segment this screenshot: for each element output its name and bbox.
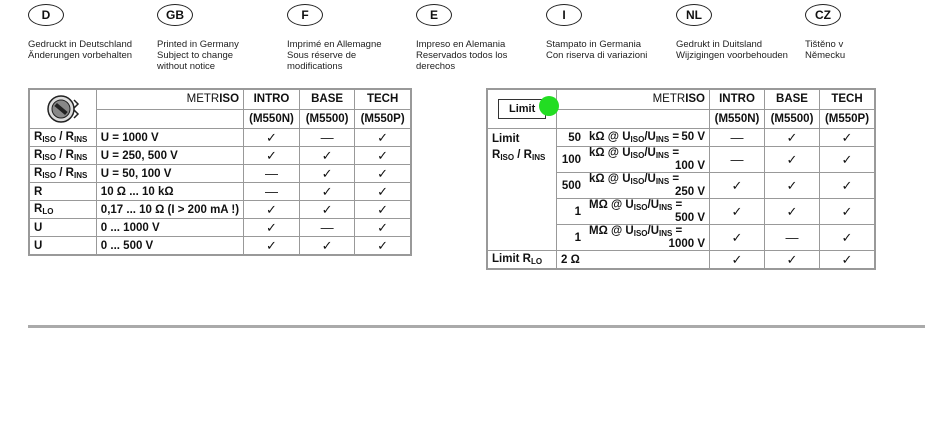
blank-cell [557,109,710,128]
intro-cell: ✓ [244,201,300,219]
base-cell: ✓ [765,129,820,147]
limit-indicator-label: Limit [509,103,536,115]
intro-cell: — [710,147,765,173]
range-cell: 0,17 ... 10 Ω (I > 200 mA !) [96,201,243,219]
intro-cell: — [244,165,300,183]
limit-spec: kΩ @ $U_{ISO}/U_{INS}$ = 250 V [585,173,710,199]
limit-rlo-value: 2 Ω [557,251,710,270]
tech-cell: ✓ [355,165,411,183]
table-row [29,219,411,237]
base-cell: ✓ [765,251,820,270]
lang-block-f [287,4,417,72]
lang-badge: F [287,4,323,26]
model-base: (M5500) [299,109,354,128]
col-tech: TECH [820,89,876,109]
blank-cell [96,109,243,128]
intro-cell: — [244,183,300,201]
metriso-prefix: METR [652,93,686,106]
range-cell: 10 Ω ... 10 kΩ [96,183,243,201]
limit-values-table [486,88,876,270]
limit-spec: kΩ @ $U_{ISO}/U_{INS}$ = 100 V [585,147,710,173]
limit-number: 50 [557,129,586,147]
lang-block-cz [805,4,935,61]
param-cell: U [29,237,96,256]
table-row [487,129,875,147]
base-cell: ✓ [299,201,354,219]
param-cell: R [29,183,96,201]
tech-cell: ✓ [820,173,876,199]
param-cell: $R_{ISO} / R_{INS}$ [29,129,96,147]
limit-spec: MΩ @ $U_{ISO}/U_{INS}$ = 500 V [585,199,710,225]
base-cell: ✓ [765,173,820,199]
rotary-switch-icon [46,92,80,126]
lang-text: Tištěno v Německu [805,39,846,61]
tech-cell: ✓ [820,251,876,270]
base-cell: ✓ [765,147,820,173]
tech-cell: ✓ [355,129,411,147]
metriso-suffix: ISO [219,93,240,106]
lang-block-i [546,4,676,61]
table-row [29,129,411,147]
tech-cell: ✓ [355,237,411,256]
param-cell: $R_{ISO} / R_{INS}$ [29,165,96,183]
metriso-header [96,89,243,109]
metriso-prefix: METR [186,93,220,106]
col-base: BASE [299,89,354,109]
model-base: (M5500) [765,109,820,128]
limit-rlo-label: Limit $R_{LO}$ [487,251,557,270]
model-intro: (M550N) [710,109,765,128]
col-intro: INTRO [710,89,765,109]
language-strip [0,0,950,80]
base-cell: — [299,129,354,147]
lang-block-gb [157,4,287,72]
dial-cell [29,89,96,129]
base-cell: ✓ [299,147,354,165]
param-cell: $R_{LO}$ [29,201,96,219]
table-row [29,147,411,165]
tech-cell: ✓ [355,219,411,237]
metriso-header [557,89,710,109]
intro-cell: ✓ [710,251,765,270]
tech-cell: ✓ [820,225,876,251]
lang-badge: E [416,4,452,26]
lang-text: Imprimé en Allemagne Sous réserve de modifications [287,39,382,72]
limit-number: 1 [557,199,586,225]
limit-number: 100 [557,147,586,173]
tech-cell: ✓ [820,199,876,225]
intro-cell: ✓ [710,225,765,251]
range-cell: 0 ... 500 V [96,237,243,256]
lang-badge: NL [676,4,712,26]
lang-badge: I [546,4,582,26]
intro-cell: ✓ [710,173,765,199]
lang-badge: CZ [805,4,841,26]
limit-indicator-cell [487,89,557,129]
tech-cell: ✓ [355,201,411,219]
tech-cell: ✓ [820,147,876,173]
lang-text: Printed in Germany Subject to change without notice [157,39,239,72]
limit-number: 500 [557,173,586,199]
lang-block-e [416,4,546,72]
base-cell: ✓ [299,165,354,183]
range-cell: U = 250, 500 V [96,147,243,165]
limit-spec: MΩ @ $U_{ISO}/U_{INS}$ = 1000 V [585,225,710,251]
measurement-functions-table [28,88,412,256]
col-base: BASE [765,89,820,109]
base-cell: ✓ [299,237,354,256]
param-cell: $R_{ISO} / R_{INS}$ [29,147,96,165]
lang-text: Stampato in Germania Con riserva di variazioni [546,39,648,61]
tech-cell: ✓ [355,183,411,201]
lang-text: Gedruckt in Deutschland Änderungen vorbehalten [28,39,133,61]
lang-block-nl [676,4,806,61]
model-tech: (M550P) [820,109,876,128]
metriso-suffix: ISO [685,93,705,106]
model-tech: (M550P) [355,109,411,128]
range-cell: U = 1000 V [96,129,243,147]
horizontal-divider [28,325,925,328]
table-row [29,201,411,219]
table-row [29,165,411,183]
col-tech: TECH [355,89,411,109]
lang-text: Impreso en Alemania Reservados todos los derechos [416,39,508,72]
limit-group-label: Limit $R_{ISO} / R_{INS}$ [487,129,557,251]
intro-cell: ✓ [244,237,300,256]
model-intro: (M550N) [244,109,300,128]
lang-text: Gedrukt in Duitsland Wijzigingen voorbehouden [676,39,788,61]
tech-cell: ✓ [355,147,411,165]
intro-cell: ✓ [244,129,300,147]
col-intro: INTRO [244,89,300,109]
base-cell: — [299,219,354,237]
limit-number: 1 [557,225,586,251]
base-cell: ✓ [299,183,354,201]
base-cell: ✓ [765,199,820,225]
intro-cell: ✓ [710,199,765,225]
range-cell: 0 ... 1000 V [96,219,243,237]
base-cell: — [765,225,820,251]
intro-cell: ✓ [244,147,300,165]
table-row [29,237,411,256]
lang-badge: GB [157,4,193,26]
limit-spec: kΩ @ $U_{ISO}/U_{INS}$ = 50 V [585,129,710,147]
tech-cell: ✓ [820,129,876,147]
intro-cell: ✓ [244,219,300,237]
table-row [29,183,411,201]
range-cell: U = 50, 100 V [96,165,243,183]
intro-cell: — [710,129,765,147]
limit-indicator [498,99,546,119]
lang-badge: D [28,4,64,26]
lang-block-d [28,4,158,61]
table-row [487,251,875,270]
param-cell: U [29,219,96,237]
